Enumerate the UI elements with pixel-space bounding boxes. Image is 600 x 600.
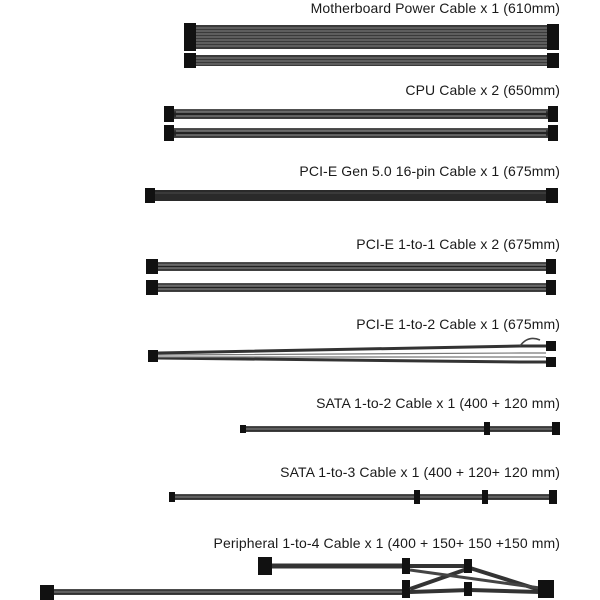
label-peripheral-1to4: Peripheral 1-to-4 Cable x 1 (400 + 150+ 150 +150 mm) [213,535,560,551]
label-sata-1to2: SATA 1-to-2 Cable x 1 (400 + 120 mm) [316,395,560,411]
label-cpu-cable: CPU Cable x 2 (650mm) [405,82,560,98]
peripheral-1to4-cable [40,557,554,600]
label-pcie-1to2: PCI-E 1-to-2 Cable x 1 (675mm) [356,316,560,332]
label-motherboard-power: Motherboard Power Cable x 1 (610mm) [310,0,560,16]
mb-connector-right [547,24,559,50]
sata-1to2-cable [240,422,560,435]
pcie-gen5-cable [145,188,558,203]
motherboard-power-cable [184,23,559,68]
pcie-1to2-cable [148,338,556,367]
mb-connector-left [184,23,196,51]
label-pcie-gen5: PCI-E Gen 5.0 16-pin Cable x 1 (675mm) [299,163,560,179]
pcie-1to1-cable [146,259,556,295]
label-pcie-1to1: PCI-E 1-to-1 Cable x 2 (675mm) [356,236,560,252]
cpu-cable [164,106,558,141]
sata-1to3-cable [169,490,557,504]
label-sata-1to3: SATA 1-to-3 Cable x 1 (400 + 120+ 120 mm) [280,464,560,480]
